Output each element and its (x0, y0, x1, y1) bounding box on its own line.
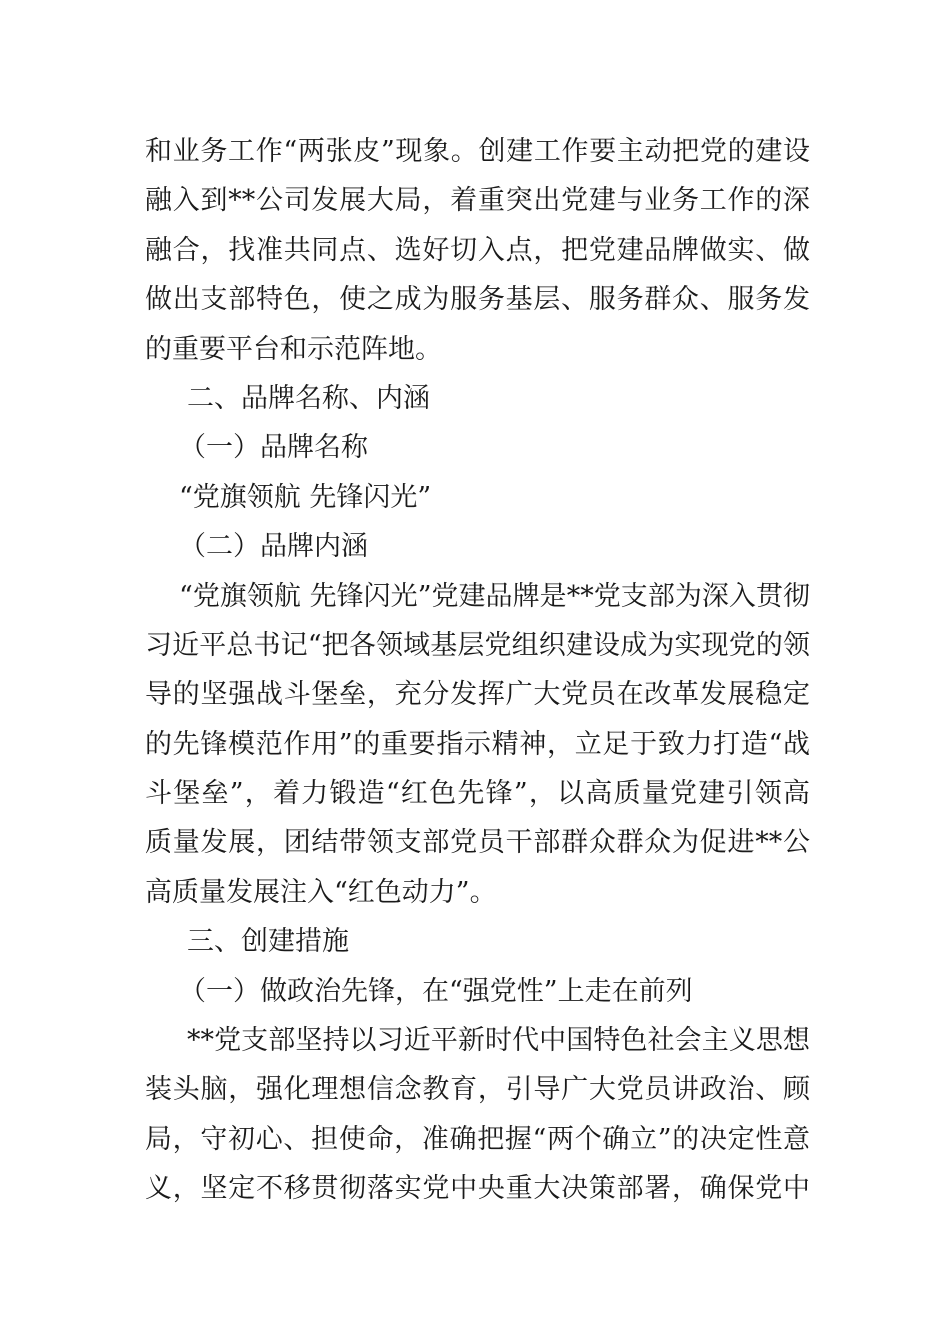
body-line: 局，守初心、担使命，准确把握“两个确立”的决定性意 (145, 1123, 810, 1155)
body-line: 和业务工作“两张皮”现象。创建工作要主动把党的建设 (145, 136, 810, 167)
body-line: 融合，找准共同点、选好切入点，把党建品牌做实、做 (145, 234, 810, 266)
subsection-heading: （二）品牌内涵 (179, 531, 368, 563)
subsection-heading: （一）品牌名称 (179, 432, 368, 464)
brand-name: “党旗领航 先锋闪光” (179, 481, 432, 513)
subsection-heading: （一）做政治先锋，在“强党性”上走在前列 (179, 975, 693, 1007)
body-line: 的先锋模范作用”的重要指示精神，立足于致力打造“战 (145, 728, 810, 760)
body-line: 习近平总书记“把各领域基层党组织建设成为实现党的领 (145, 629, 810, 661)
body-line: 做出支部特色，使之成为服务基层、服务群众、服务发 (145, 284, 810, 316)
body-line: 装头脑，强化理想信念教育，引导广大党员讲政治、顾 (145, 1074, 810, 1106)
section-heading: 二、品牌名称、内涵 (187, 382, 430, 414)
body-line: **党支部坚持以习近平新时代中国特色社会主义思想 (187, 1025, 810, 1057)
section-heading: 三、创建措施 (187, 926, 349, 958)
body-line: 斗堡垒”，着力锻造“红色先锋”，以高质量党建引领高 (145, 778, 810, 810)
body-line: 导的坚强战斗堡垒，充分发挥广大党员在改革发展稳定 (145, 679, 810, 711)
body-line: 高质量发展注入“红色动力”。 (145, 876, 497, 908)
body-line: 融入到**公司发展大局，着重突出党建与业务工作的深 (145, 185, 810, 217)
body-line: “党旗领航 先锋闪光”党建品牌是**党支部为深入贯彻 (179, 580, 810, 612)
body-line: 义，坚定不移贯彻落实党中央重大决策部署，确保党中 (145, 1173, 810, 1205)
body-line: 质量发展，团结带领支部党员干部群众群众为促进**公 (145, 827, 810, 859)
document-body (145, 127, 810, 1214)
body-line: 的重要平台和示范阵地。 (145, 333, 442, 365)
